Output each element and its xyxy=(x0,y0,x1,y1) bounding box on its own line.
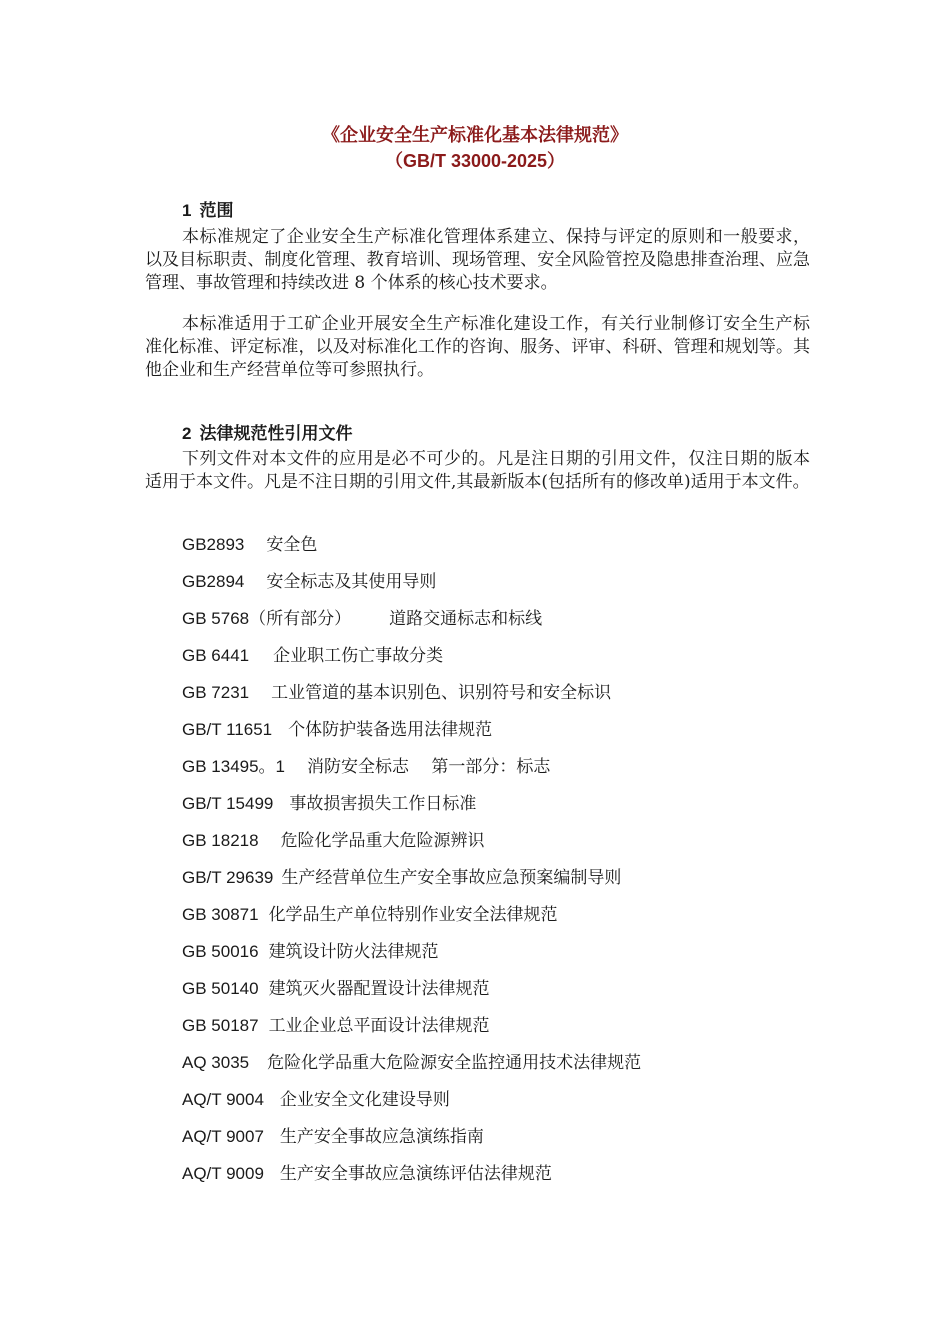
reference-title: 事故损害损失工作日标准 xyxy=(289,794,477,814)
reference-title: 生产安全事故应急演练评估法律规范 xyxy=(279,1164,552,1184)
reference-title: 消防安全标志 第一部分：标志 xyxy=(307,757,551,777)
reference-title: 安全色 xyxy=(266,535,318,555)
section-1-heading xyxy=(182,199,233,223)
reference-item xyxy=(182,1125,822,1162)
reference-item xyxy=(182,607,822,644)
reference-item xyxy=(182,903,822,940)
reference-title: 建筑灭火器配置设计法律规范 xyxy=(268,979,490,999)
reference-title: 安全标志及其使用导则 xyxy=(266,572,437,592)
reference-code: GB 50140 xyxy=(182,979,259,998)
reference-title: 企业职工伤亡事故分类 xyxy=(273,646,444,666)
reference-item xyxy=(182,866,822,903)
reference-code: GB 18218 xyxy=(182,831,259,850)
section-1-title: 范围 xyxy=(199,201,234,221)
reference-item xyxy=(182,829,822,866)
reference-item xyxy=(182,644,822,681)
reference-item xyxy=(182,681,822,718)
reference-title: 道路交通标志和标线 xyxy=(389,609,543,629)
section-1-paragraph-2: 本标准适用于工矿企业开展安全生产标准化建设工作，有关行业制修订安全生产标准化标准、评定标准，以及对标准化工作的咨询、服务、评审、科研、管理和规划等。其他企业和生产经营单位等可参照执行。 xyxy=(145,314,810,380)
reference-item xyxy=(182,1014,822,1051)
reference-code: GB 30871 xyxy=(182,905,259,924)
reference-title: 个体防护装备选用法律规范 xyxy=(288,720,493,740)
reference-code: AQ/T 9004 xyxy=(182,1090,264,1109)
reference-code: GB 50016 xyxy=(182,942,259,961)
reference-code: GB/T 11651 xyxy=(182,720,273,739)
reference-title: 生产经营单位生产安全事故应急预案编制导则 xyxy=(281,868,622,888)
reference-item xyxy=(182,1088,822,1125)
reference-code: GB 50187 xyxy=(182,1016,259,1035)
section-2-number: 2 xyxy=(182,424,192,443)
section-2-paragraph: 下列文件对本文件的应用是必不可少的。凡是注日期的引用文件，仅注日期的版本适用于本文件。凡是不注日期的引用文件,其最新版本(包括所有的修改单)适用于本文件。 xyxy=(145,449,810,492)
section-2-heading xyxy=(182,422,352,446)
reference-title: 危险化学品重大危险源安全监控通用技术法律规范 xyxy=(267,1053,642,1073)
reference-title: 企业安全文化建设导则 xyxy=(279,1090,450,1110)
reference-code: GB 7231 xyxy=(182,683,250,702)
reference-title: 化学品生产单位特别作业安全法律规范 xyxy=(268,905,558,925)
reference-code: GB 13495。1 xyxy=(182,757,286,776)
reference-title: 生产安全事故应急演练指南 xyxy=(279,1127,484,1147)
reference-item xyxy=(182,570,822,607)
reference-code: GB 6441 xyxy=(182,646,250,665)
reference-code: GB/T 29639 xyxy=(182,868,274,887)
reference-code: AQ 3035 xyxy=(182,1053,250,1072)
reference-item xyxy=(182,977,822,1014)
reference-item xyxy=(182,1162,822,1199)
document-title: 《企业安全生产标准化基本法律规范》 xyxy=(322,125,628,146)
reference-title: 工业企业总平面设计法律规范 xyxy=(268,1016,490,1036)
section-1-number: 1 xyxy=(182,201,192,220)
reference-code: AQ/T 9007 xyxy=(182,1127,264,1146)
reference-list xyxy=(182,533,822,1199)
reference-code: GB/T 15499 xyxy=(182,794,274,813)
reference-item xyxy=(182,792,822,829)
reference-item xyxy=(182,533,822,570)
reference-item xyxy=(182,1051,822,1088)
document-standard-number: （GB/T 33000-2025） xyxy=(384,151,566,171)
reference-title: 建筑设计防火法律规范 xyxy=(268,942,439,962)
reference-item xyxy=(182,755,822,792)
section-2-title: 法律规范性引用文件 xyxy=(199,424,353,444)
reference-code: GB 5768（所有部分） xyxy=(182,609,352,628)
reference-title: 危险化学品重大危险源辨识 xyxy=(280,831,485,851)
reference-title: 工业管道的基本识别色、识别符号和安全标识 xyxy=(271,683,612,703)
reference-code: GB2894 xyxy=(182,572,245,591)
section-1-paragraph-1: 本标准规定了企业安全生产标准化管理体系建立、保持与评定的原则和一般要求，以及目标职责、制度化管理、教育培训、现场管理、安全风险管控及隐患排查治理、应急管理、事故管理和持续改进 8 个体系的核心技术要求。 xyxy=(145,227,810,293)
reference-code: GB2893 xyxy=(182,535,245,554)
reference-item xyxy=(182,718,822,755)
reference-code: AQ/T 9009 xyxy=(182,1164,264,1183)
reference-item xyxy=(182,940,822,977)
